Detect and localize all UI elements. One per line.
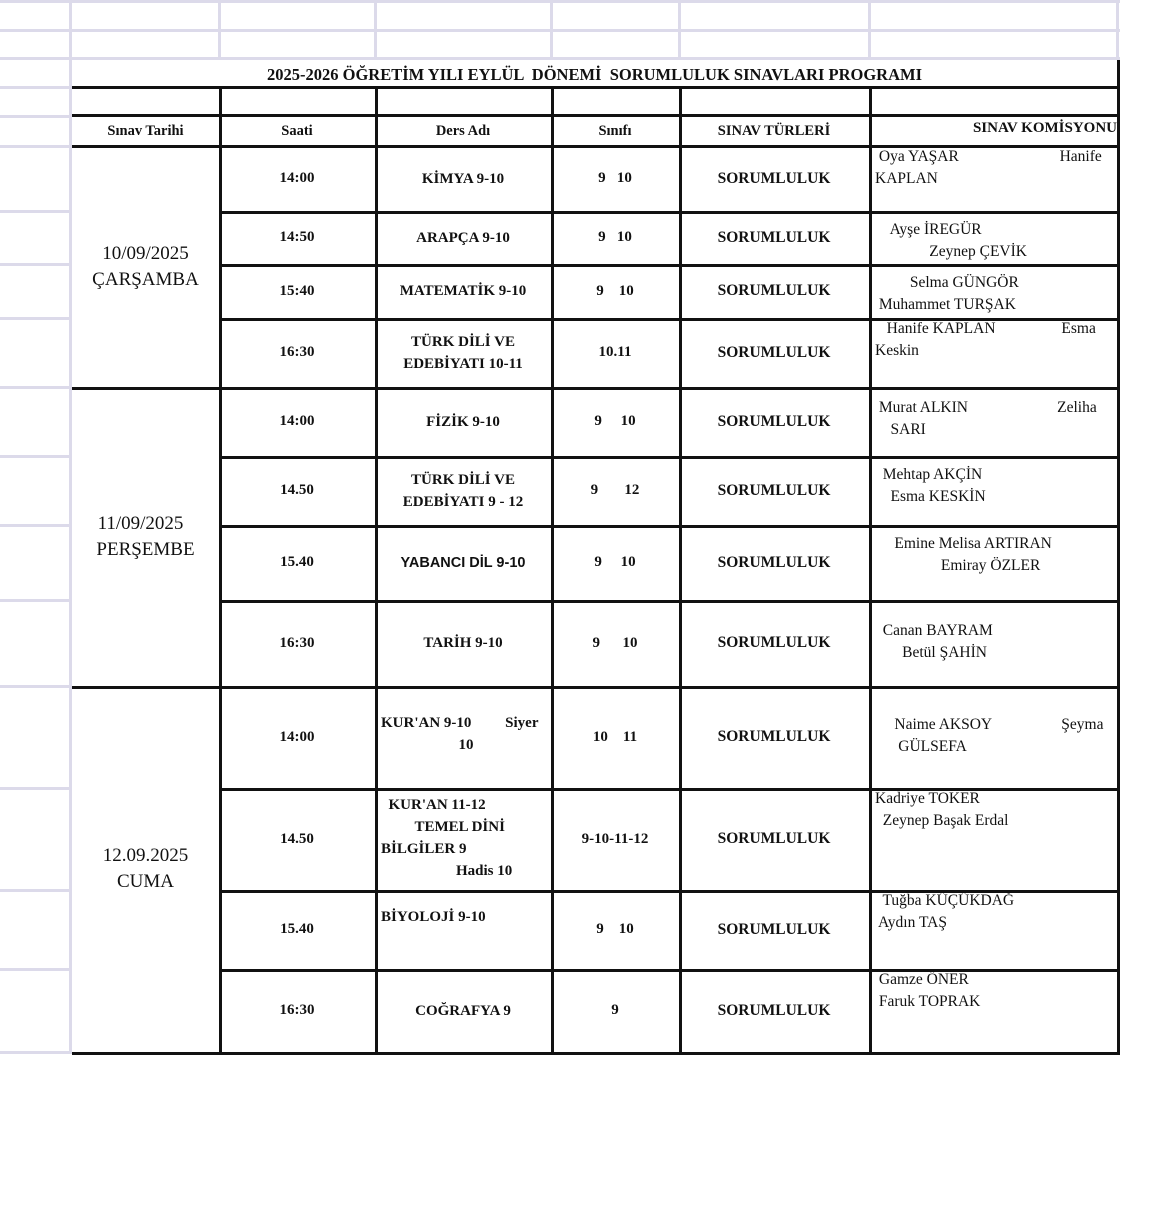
table-cell-course <box>375 788 554 893</box>
exam-time: 16:30 <box>279 634 315 651</box>
blank-cell <box>869 86 1120 117</box>
table-cell-class <box>551 456 682 528</box>
table-cell-committee <box>869 788 1120 893</box>
class-level: 9 12 <box>590 482 640 498</box>
date-text: 12.09.2025 <box>102 845 189 866</box>
committee-member-line: Zeynep Başak Erdal <box>875 812 1009 829</box>
table-cell-type <box>679 600 872 689</box>
table-cell-type <box>679 890 872 972</box>
weekday-text: PERŞEMBE <box>96 538 195 560</box>
exam-type: SORUMLULUK <box>717 343 831 361</box>
gridline <box>0 210 72 213</box>
table-cell-time <box>219 318 378 390</box>
gridline <box>218 0 221 58</box>
exam-time: 14:00 <box>279 413 315 429</box>
gridline <box>0 1051 72 1054</box>
committee-member-line: Naime AKSOY Şeyma <box>875 716 1104 733</box>
course-name-line: BİLGİLER 9 <box>381 841 467 857</box>
table-cell-type <box>679 264 872 321</box>
header-label: Saati <box>281 122 313 139</box>
table-cell-time <box>219 146 378 214</box>
exam-type: SORUMLULUK <box>717 830 831 847</box>
exam-type: SORUMLULUK <box>717 1001 831 1019</box>
table-cell-course <box>375 890 554 972</box>
course-name-line: TEMEL DİNİ <box>381 819 505 835</box>
exam-time: 16:30 <box>279 344 315 360</box>
table-cell-time <box>219 890 378 972</box>
table-cell-course <box>375 686 554 791</box>
committee-member-line: Selma GÜNGÖR <box>875 274 1019 291</box>
column-header-class <box>551 114 682 148</box>
committee-member-line: KAPLAN <box>875 170 938 187</box>
exam-time: 15.40 <box>280 921 314 937</box>
table-cell-class <box>551 211 682 267</box>
table-cell-committee <box>869 525 1120 603</box>
table-cell-course <box>375 146 554 214</box>
committee-member-line: Murat ALKIN Zeliha <box>875 399 1097 416</box>
table-cell-type <box>679 146 872 214</box>
gridline <box>0 787 72 790</box>
class-level: 9-10-11-12 <box>581 830 649 847</box>
exam-time: 15:40 <box>279 282 315 299</box>
committee-member-line: Hanife KAPLAN Esma <box>875 320 1096 337</box>
course-name-line: KUR'AN 11-12 <box>381 797 486 813</box>
table-cell-type <box>679 211 872 267</box>
gridline <box>0 86 72 89</box>
gridline <box>550 0 553 58</box>
class-level: 9 <box>611 1002 619 1018</box>
column-header-committee <box>869 114 1120 148</box>
table-cell-committee <box>869 211 1120 267</box>
title-text: 2025-2026 ÖĞRETİM YILI EYLÜL DÖNEMİ SORUMLULUK SINAVLARI PROGRAMI <box>266 64 923 84</box>
course-name-line: Hadis 10 <box>381 863 513 879</box>
course-name-line: TÜRK DİLİ VE <box>411 471 515 488</box>
table-cell-course <box>375 387 554 459</box>
table-cell-committee <box>869 318 1120 390</box>
column-header-type <box>679 114 872 148</box>
table-cell-time <box>219 211 378 267</box>
page-title <box>72 60 1120 89</box>
table-cell-time <box>219 686 378 791</box>
gridline <box>0 386 72 389</box>
date-text: 10/09/2025 <box>102 242 189 264</box>
table-cell-type <box>679 456 872 528</box>
table-cell-class <box>551 146 682 214</box>
gridline <box>1116 0 1119 58</box>
committee-member-line: Zeynep ÇEVİK <box>875 243 1027 260</box>
table-cell-type <box>679 686 872 791</box>
table-cell-class <box>551 525 682 603</box>
committee-member-line: Betül ŞAHİN <box>875 644 987 661</box>
table-cell-class <box>551 318 682 390</box>
class-level: 10 11 <box>592 728 638 745</box>
course-name-line: KUR'AN 9-10 Siyer <box>381 715 539 731</box>
class-level: 9 10 <box>598 229 632 245</box>
table-cell-class <box>551 264 682 321</box>
table-cell-time <box>219 788 378 893</box>
column-header-time <box>219 114 378 148</box>
gridline <box>868 0 871 58</box>
header-label: SINAV KOMİSYONU <box>972 120 1117 136</box>
exam-time: 14:50 <box>279 229 315 245</box>
gridline <box>0 145 72 148</box>
date-cell <box>72 387 222 689</box>
gridline <box>0 599 72 602</box>
committee-member-line: Faruk TOPRAK <box>875 993 981 1010</box>
course-name-line: TÜRK DİLİ VE <box>411 333 515 350</box>
table-cell-course <box>375 456 554 528</box>
gridline <box>0 263 72 266</box>
table-cell-committee <box>869 146 1120 214</box>
committee-member-line: Oya YAŞAR Hanife <box>875 148 1102 165</box>
table-cell-class <box>551 686 682 791</box>
column-header-date <box>72 114 222 148</box>
exam-type: SORUMLULUK <box>717 920 831 938</box>
date-cell <box>72 686 222 1055</box>
table-cell-course <box>375 318 554 390</box>
committee-member-line: Kadriye TOKER <box>875 790 980 807</box>
exam-type: SORUMLULUK <box>717 634 831 651</box>
course-name-line: EDEBİYATI 9 - 12 <box>402 493 524 510</box>
committee-member-line: SARI <box>875 421 926 438</box>
header-label: Ders Adı <box>435 122 491 139</box>
class-level: 9 10 <box>594 554 636 570</box>
gridline <box>374 0 377 58</box>
table-cell-type <box>679 969 872 1055</box>
column-header-course <box>375 114 554 148</box>
gridline <box>0 524 72 527</box>
gridline <box>0 455 72 458</box>
exam-type: SORUMLULUK <box>717 728 831 745</box>
blank-cell <box>679 86 872 117</box>
table-cell-course <box>375 211 554 267</box>
course-name-line: COĞRAFYA 9 <box>415 1002 511 1019</box>
table-cell-time <box>219 264 378 321</box>
table-cell-committee <box>869 969 1120 1055</box>
exam-time: 15.40 <box>280 554 314 570</box>
committee-member-line: Emine Melisa ARTIRAN <box>875 535 1052 552</box>
table-cell-class <box>551 890 682 972</box>
header-label: Sınıfı <box>598 122 632 139</box>
course-name-line: 10 <box>458 737 474 753</box>
class-level: 9 10 <box>594 413 636 429</box>
exam-type: SORUMLULUK <box>717 481 831 499</box>
table-cell-class <box>551 600 682 689</box>
exam-time: 14.50 <box>280 830 314 847</box>
gridline <box>0 968 72 971</box>
gridline <box>678 0 681 58</box>
gridline <box>0 317 72 320</box>
table-cell-type <box>679 387 872 459</box>
gridline <box>0 889 72 892</box>
course-name-line: YABANCI DİL 9-10 <box>400 554 526 571</box>
committee-member-line: Gamze ÖNER <box>875 971 969 988</box>
table-cell-class <box>551 969 682 1055</box>
date-text: 11/09/2025 <box>97 512 184 534</box>
table-cell-type <box>679 318 872 390</box>
exam-time: 14:00 <box>279 170 315 186</box>
course-name-line: FİZİK 9-10 <box>426 413 500 430</box>
table-cell-time <box>219 387 378 459</box>
class-level: 9 10 <box>596 921 634 937</box>
table-cell-committee <box>869 264 1120 321</box>
class-level: 9 10 <box>592 634 638 651</box>
committee-member-line: Emiray ÖZLER <box>875 557 1041 574</box>
gridline <box>0 0 1120 3</box>
header-label: Sınav Tarihi <box>107 122 184 139</box>
table-cell-class <box>551 387 682 459</box>
exam-type: SORUMLULUK <box>717 553 831 571</box>
course-name-line: KİMYA 9-10 <box>421 170 505 187</box>
date-cell <box>72 146 222 390</box>
table-cell-type <box>679 525 872 603</box>
committee-member-line: Canan BAYRAM <box>875 622 993 639</box>
committee-member-line: GÜLSEFA <box>875 738 967 755</box>
blank-cell <box>375 86 554 117</box>
committee-member-line: Muhammet TURŞAK <box>875 296 1016 313</box>
committee-member-line: Mehtap AKÇİN <box>875 466 983 483</box>
table-cell-time <box>219 600 378 689</box>
table-cell-course <box>375 264 554 321</box>
committee-member-line: Tuğba KÜÇÜKDAĞ <box>875 892 1015 909</box>
exam-type: SORUMLULUK <box>717 412 831 430</box>
table-cell-class <box>551 788 682 893</box>
table-cell-committee <box>869 387 1120 459</box>
exam-type: SORUMLULUK <box>717 228 831 246</box>
weekday-text: ÇARŞAMBA <box>92 268 199 290</box>
exam-time: 16:30 <box>279 1002 315 1018</box>
committee-member-line: Aydın TAŞ <box>875 914 947 931</box>
table-cell-time <box>219 456 378 528</box>
committee-member-line: Keskin <box>875 342 919 359</box>
blank-cell <box>72 86 222 117</box>
course-name-line: MATEMATİK 9-10 <box>399 283 527 299</box>
course-name-line: BİYOLOJİ 9-10 <box>381 909 486 925</box>
table-cell-committee <box>869 456 1120 528</box>
course-name-line: EDEBİYATI 10-11 <box>403 355 523 372</box>
table-cell-course <box>375 600 554 689</box>
class-level: 9 10 <box>596 282 634 299</box>
table-cell-time <box>219 969 378 1055</box>
course-name-line: ARAPÇA 9-10 <box>416 229 510 246</box>
exam-time: 14:00 <box>279 728 315 745</box>
blank-cell <box>551 86 682 117</box>
table-cell-course <box>375 969 554 1055</box>
course-name-line: TARİH 9-10 <box>423 635 503 651</box>
header-label: SINAV TÜRLERİ <box>717 122 831 139</box>
weekday-text: CUMA <box>116 871 174 892</box>
exam-type: SORUMLULUK <box>717 282 831 299</box>
table-cell-committee <box>869 890 1120 972</box>
gridline <box>0 29 1120 32</box>
table-cell-time <box>219 525 378 603</box>
table-cell-course <box>375 525 554 603</box>
committee-member-line: Esma KESKİN <box>875 488 986 505</box>
class-level: 10.11 <box>598 344 632 360</box>
exam-time: 14.50 <box>280 482 314 498</box>
exam-type: SORUMLULUK <box>717 169 831 187</box>
blank-cell <box>219 86 378 117</box>
committee-member-line: Ayşe İREGÜR <box>875 221 982 238</box>
table-cell-type <box>679 788 872 893</box>
table-cell-committee <box>869 686 1120 791</box>
class-level: 9 10 <box>598 170 632 186</box>
table-cell-committee <box>869 600 1120 689</box>
gridline <box>0 685 72 688</box>
gridline <box>0 115 72 118</box>
